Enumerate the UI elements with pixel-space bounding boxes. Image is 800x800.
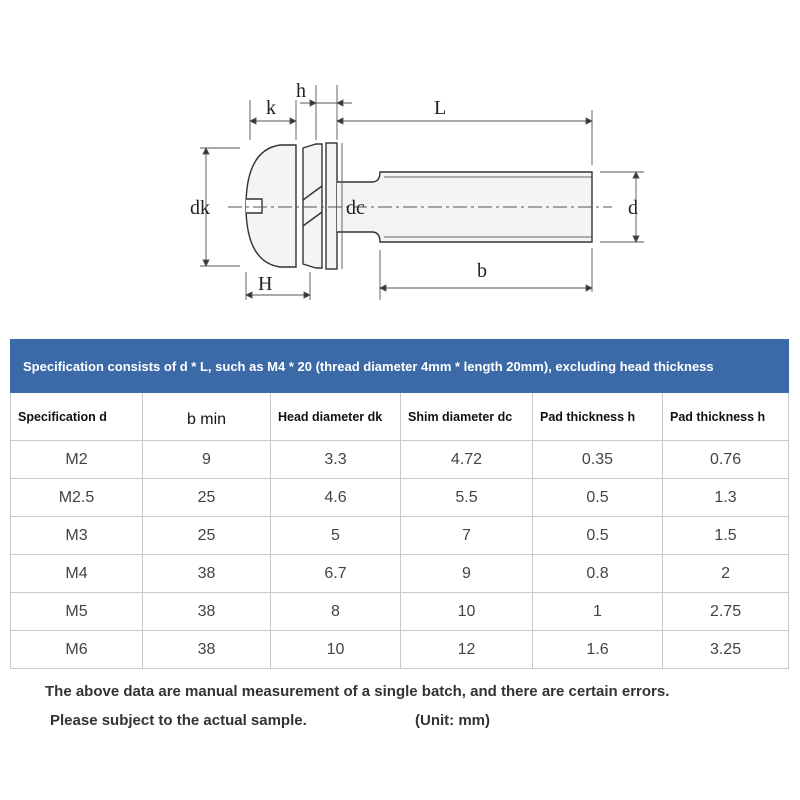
label-dk: dk [190, 197, 210, 219]
header-pad-thickness-1: Pad thickness h [533, 393, 663, 441]
table-cell: 10 [401, 593, 533, 631]
table-cell: M3 [11, 517, 143, 555]
label-k: k [266, 97, 276, 119]
table-row [11, 479, 789, 517]
header-b-min: b min [143, 393, 271, 441]
table-cell: 38 [143, 555, 271, 593]
label-h: h [296, 80, 306, 102]
table-banner: Specification consists of d * L, such as M4 * 20 (thread diameter 4mm * length 20mm), excluding head thickness [11, 340, 789, 393]
table-row [11, 517, 789, 555]
table-cell: 4.6 [271, 479, 401, 517]
table-row [11, 441, 789, 479]
header-spec-d: Specification d [11, 393, 143, 441]
table-row [11, 631, 789, 669]
table-cell: 10 [271, 631, 401, 669]
spring-washer [303, 144, 322, 268]
table-cell: 1.5 [663, 517, 789, 555]
table-cell: M5 [11, 593, 143, 631]
flat-washer [326, 143, 337, 269]
table-cell: 4.72 [401, 441, 533, 479]
table-cell: 0.5 [533, 517, 663, 555]
table-cell: 12 [401, 631, 533, 669]
table-cell: 0.5 [533, 479, 663, 517]
header-head-diameter: Head diameter dk [271, 393, 401, 441]
table-cell: M6 [11, 631, 143, 669]
table-cell: 7 [401, 517, 533, 555]
header-pad-thickness-2: Pad thickness h [663, 393, 789, 441]
table-cell: 1.3 [663, 479, 789, 517]
table-cell: 0.35 [533, 441, 663, 479]
table-cell: 9 [143, 441, 271, 479]
screw-slot [246, 199, 262, 213]
note-line-2: Please subject to the actual sample. [50, 712, 307, 729]
table-cell: 0.8 [533, 555, 663, 593]
label-d: d [628, 197, 638, 219]
table-cell: 38 [143, 593, 271, 631]
table-cell: M4 [11, 555, 143, 593]
table-cell: 1 [533, 593, 663, 631]
specification-table [10, 339, 789, 669]
table-cell: 3.25 [663, 631, 789, 669]
screw-diagram [0, 0, 800, 330]
table-cell: M2.5 [11, 479, 143, 517]
label-H: H [258, 273, 273, 295]
table-cell: 9 [401, 555, 533, 593]
label-dc: dc [346, 197, 365, 219]
table-cell: M2 [11, 441, 143, 479]
table-cell: 1.6 [533, 631, 663, 669]
table-cell: 0.76 [663, 441, 789, 479]
table-cell: 25 [143, 479, 271, 517]
label-b: b [477, 260, 487, 282]
header-shim-diameter: Shim diameter dc [401, 393, 533, 441]
table-cell: 38 [143, 631, 271, 669]
table-cell: 2 [663, 555, 789, 593]
table-cell: 25 [143, 517, 271, 555]
note-unit: (Unit: mm) [415, 712, 490, 729]
table-header-row [11, 393, 789, 441]
table-cell: 5 [271, 517, 401, 555]
table-cell: 6.7 [271, 555, 401, 593]
table-cell: 8 [271, 593, 401, 631]
table-row [11, 593, 789, 631]
label-L: L [434, 97, 447, 119]
table-row [11, 555, 789, 593]
note-line-1: The above data are manual measurement of a single batch, and there are certain errors. [45, 683, 670, 700]
table-cell: 5.5 [401, 479, 533, 517]
table-cell: 3.3 [271, 441, 401, 479]
table-cell: 2.75 [663, 593, 789, 631]
